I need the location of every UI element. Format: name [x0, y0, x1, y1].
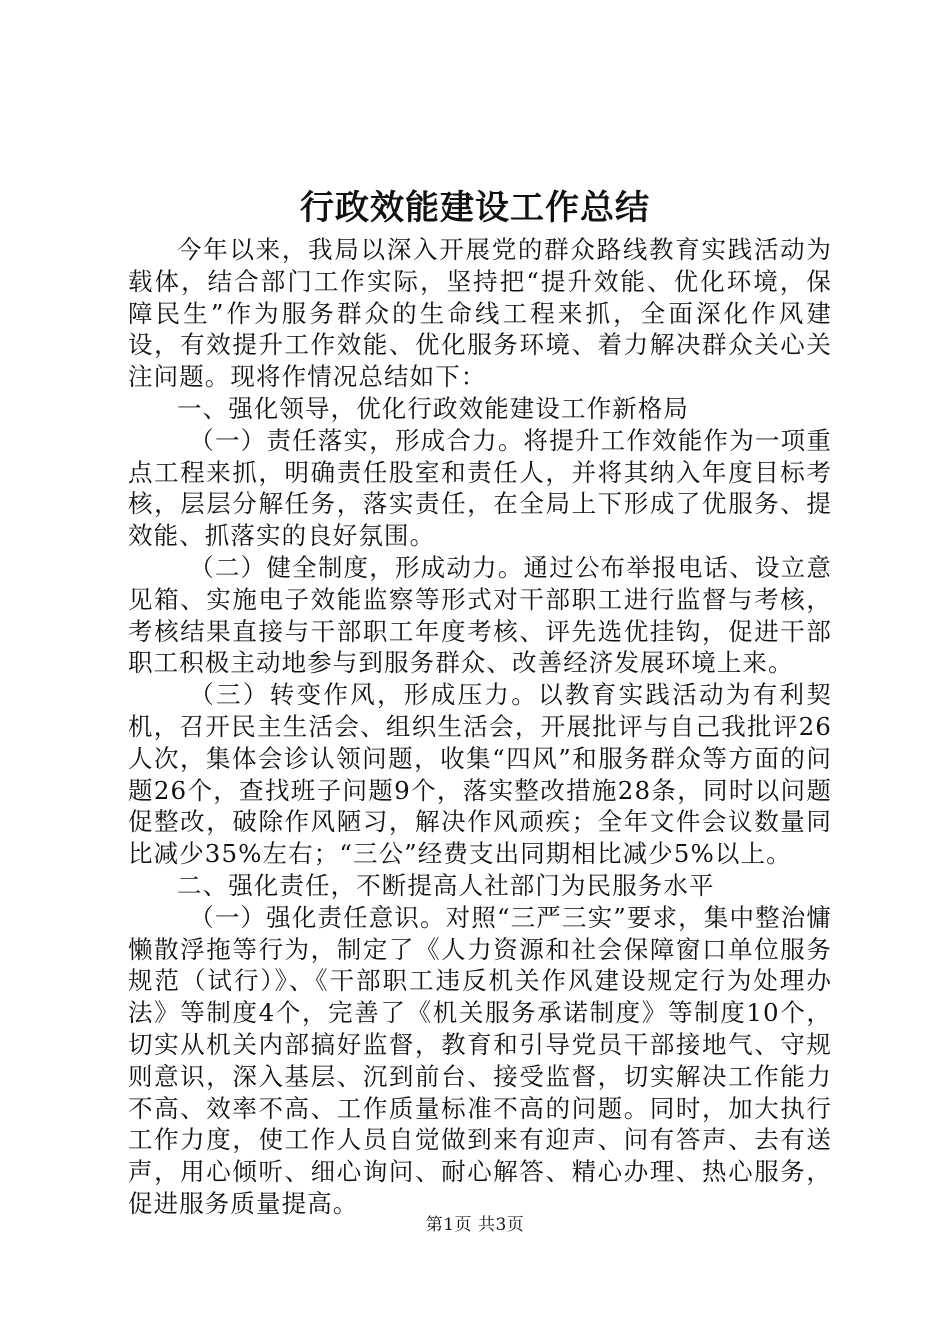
page-footer: 第1页 共3页 — [425, 1215, 525, 1235]
document-body — [128, 234, 832, 1220]
paragraph-1-1: （一）责任落实，形成合力。将提升工作效能作为一项重点工程来抓，明确责任股室和责任人，并将其纳入年度目标考核，层层分解任务，落实责任，在全局上下形成了优服务、提效能、抓落实的良好氛围。 — [128, 425, 832, 551]
section-heading-2: 二、强化责任，不断提高人社部门为民服务水平 — [177, 870, 715, 900]
paragraph-intro: 今年以来，我局以深入开展党的群众路线教育实践活动为载体，结合部门工作实际，坚持把“提升效能、优化环境，保障民生”作为服务群众的生命线工程来抓，全面深化作风建设，有效提升工作效能、优化服务环境、着力解决群众关心关注问题。现将作情况总结如下： — [128, 235, 832, 392]
paragraph-1-3: （三）转变作风，形成压力。以教育实践活动为有利契机，召开民主生活会、组织生活会，开展批评与自己我批评26人次，集体会诊认领问题，收集“四风”和服务群众等方面的问题26个，查找班子问题9个，落实整改措施28条，同时以问题促整改，破除作风陋习，解决作风顽疾；全年文件会议数量同比减少35%左右；“三公”经费支出同期相比减少5%以上。 — [128, 680, 832, 869]
document-title: 行政效能建设工作总结 — [300, 188, 650, 228]
paragraph-1-2: （二）健全制度，形成动力。通过公布举报电话、设立意见箱、实施电子效能监察等形式对干部职工进行监督与考核，考核结果直接与干部职工年度考核、评先选优挂钩，促进干部职工积极主动地参与到服务群众、改善经济发展环境上来。 — [128, 552, 832, 678]
paragraph-2-1: （一）强化责任意识。对照“三严三实”要求，集中整治慵懒散浮拖等行为，制定了《人力资源和社会保障窗口单位服务规范（试行）》、《干部职工违反机关作风建设规定行为处理办法》等制度4个，完善了《机关服务承诺制度》等制度10个，切实从机关内部搞好监督，教育和引导党员干部接地气、守规则意识，深入基层、沉到前台、接受监督，切实解决工作能力不高、效率不高、工作质量标准不高的问题。同时，加大执行工作力度，使工作人员自觉做到来有迎声、问有答声、去有送声，用心倾听、细心询问、耐心解答、精心办理、热心服务，促进服务质量提高。 — [128, 902, 832, 1218]
section-heading-1: 一、强化领导，优化行政效能建设工作新格局 — [177, 393, 689, 423]
